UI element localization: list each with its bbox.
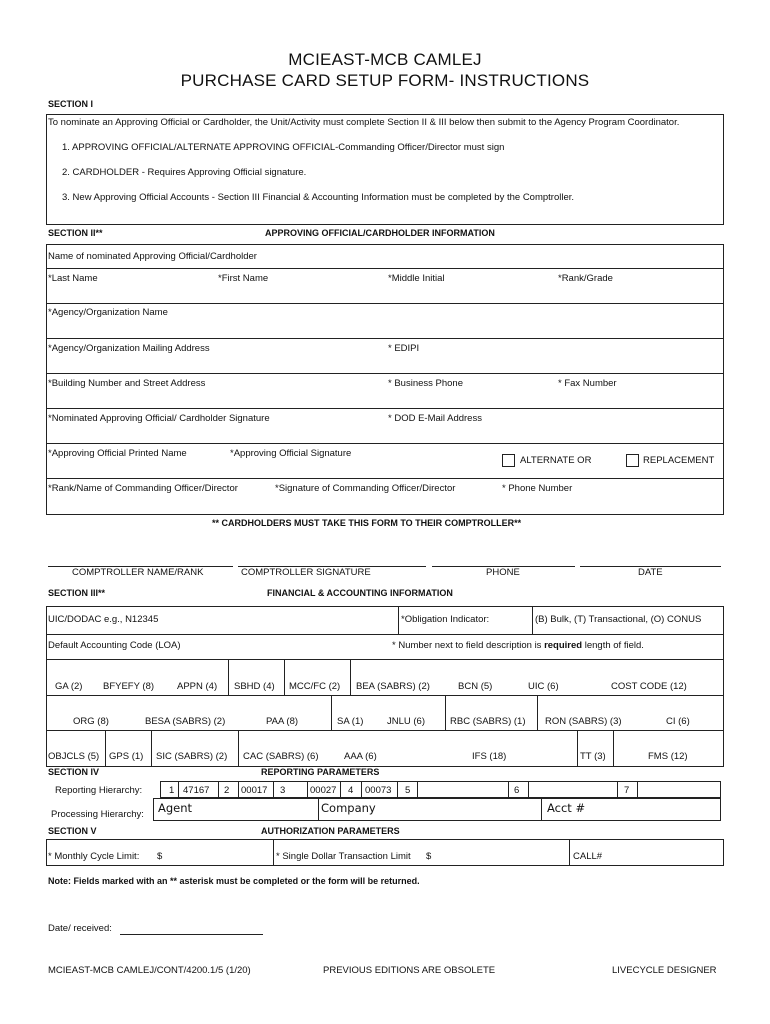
loa-uic: UIC (6) — [528, 681, 559, 692]
hierarchy-level-4: 4 — [348, 785, 354, 796]
loa-besa: BESA (SABRS) (2) — [145, 716, 226, 727]
loa-mccfc: MCC/FC (2) — [289, 681, 341, 692]
hierarchy-value-4[interactable]: 00073 — [365, 785, 392, 796]
processing-hierarchy-grid — [153, 798, 721, 821]
obligation-options: (B) Bulk, (T) Transactional, (O) CONUS — [535, 614, 702, 625]
form-title-line2: PURCHASE CARD SETUP FORM- INSTRUCTIONS — [180, 71, 590, 90]
dod-email-label: * DOD E-Mail Address — [388, 413, 482, 424]
loa-tt: TT (3) — [580, 751, 606, 762]
reporting-hierarchy-label: Reporting Hierarchy: — [55, 785, 143, 796]
ao-printed-name-label: *Approving Official Printed Name — [48, 448, 187, 459]
section2-label: SECTION II** — [48, 228, 103, 238]
loa-appn: APPN (4) — [177, 681, 218, 692]
loa-ci: CI (6) — [666, 716, 690, 727]
section3-label: SECTION III** — [48, 588, 106, 598]
hierarchy-value-2[interactable]: 00017 — [241, 785, 268, 796]
section5-heading: AUTHORIZATION PARAMETERS — [261, 826, 400, 836]
asterisk-note: Note: Fields marked with an ** asterisk must be completed or the form will be returned. — [48, 876, 420, 886]
footer-editions: PREVIOUS EDITIONS ARE OBSOLETE — [323, 965, 496, 976]
loa-paa: PAA (8) — [266, 716, 299, 727]
co-signature-label: *Signature of Commanding Officer/Director — [275, 483, 456, 494]
agency-name-label: *Agency/Organization Name — [48, 307, 168, 318]
form-title-line1: MCIEAST-MCB CAMLEJ — [288, 50, 482, 69]
loa-sic: SIC (SABRS) (2) — [156, 751, 228, 762]
section1-label: SECTION I — [48, 99, 94, 109]
loa-ga: GA (2) — [55, 681, 83, 692]
footer-form-number: MCIEAST-MCB CAMLEJ/CONT/4200.1/5 (1/20) — [48, 965, 251, 976]
call-label: CALL# — [573, 851, 603, 862]
section3-heading: FINANCIAL & ACCOUNTING INFORMATION — [267, 588, 453, 598]
section5-label: SECTION V — [48, 826, 97, 836]
hierarchy-value-1[interactable]: 47167 — [183, 785, 210, 796]
loa-ifs: IFS (18) — [472, 751, 507, 762]
replacement-checkbox[interactable] — [626, 454, 639, 467]
hierarchy-level-7: 7 — [624, 785, 630, 796]
alternate-checkbox[interactable] — [502, 454, 515, 467]
uic-dodac-label: UIC/DODAC e.g., N12345 — [48, 614, 159, 625]
footer-designer: LIVECYCLE DESIGNER — [612, 965, 717, 976]
loa-rbc: RBC (SABRS) (1) — [450, 716, 526, 727]
section1-intro: To nominate an Approving Official or Cardholder, the Unit/Activity must complete Section II & III below then submit to the Agency Program Coordinator. — [48, 117, 680, 128]
business-phone-label: * Business Phone — [388, 378, 463, 389]
cardholders-note: ** CARDHOLDERS MUST TAKE THIS FORM TO THEIR COMPTROLLER** — [212, 518, 522, 528]
obligation-indicator-label: *Obligation Indicator: — [401, 614, 490, 625]
nominated-name-label: Name of nominated Approving Official/Cardholder — [48, 251, 257, 262]
loa-cost-code: COST CODE (12) — [611, 681, 687, 692]
section1-item-3: 3. New Approving Official Accounts - Section III Financial & Accounting Information must be completed by the Comptroller. — [62, 192, 575, 203]
section1-item-2: 2. CARDHOLDER - Requires Approving Official signature. — [62, 167, 307, 178]
loa-gps: GPS (1) — [109, 751, 144, 762]
loa-cac: CAC (SABRS) (6) — [243, 751, 319, 762]
loa-bfyefy: BFYEFY (8) — [103, 681, 155, 692]
loa-bea: BEA (SABRS) (2) — [356, 681, 430, 692]
comptroller-name-rank-label: COMPTROLLER NAME/RANK — [72, 567, 204, 578]
section4-label: SECTION IV — [48, 767, 100, 777]
single-limit-label: * Single Dollar Transaction Limit — [276, 851, 411, 862]
hierarchy-level-1: 1 — [169, 785, 175, 796]
hierarchy-value-3[interactable]: 00027 — [310, 785, 337, 796]
loa-ron: RON (SABRS) (3) — [545, 716, 622, 727]
fax-label: * Fax Number — [558, 378, 617, 389]
alternate-or-label: ALTERNATE OR — [520, 455, 592, 466]
hierarchy-level-2: 2 — [224, 785, 230, 796]
loa-jnlu: JNLU (6) — [387, 716, 426, 727]
rank-grade-label: *Rank/Grade — [558, 273, 613, 284]
middle-initial-label: *Middle Initial — [388, 273, 445, 284]
rank-name-co-label: *Rank/Name of Commanding Officer/Director — [48, 483, 238, 494]
processing-agent[interactable]: Agent — [158, 801, 193, 815]
comptroller-signature-label: COMPTROLLER SIGNATURE — [241, 567, 371, 578]
loa-aaa: AAA (6) — [344, 751, 377, 762]
loa-objcls: OBJCLS (5) — [48, 751, 100, 762]
monthly-limit-label: * Monthly Cycle Limit: — [48, 851, 140, 862]
first-name-label: *First Name — [218, 273, 269, 284]
date-received-line[interactable] — [120, 934, 263, 935]
loa-sa: SA (1) — [337, 716, 364, 727]
hierarchy-level-3: 3 — [280, 785, 286, 796]
section4-heading: REPORTING PARAMETERS — [261, 767, 380, 777]
default-loa-label: Default Accounting Code (LOA) — [48, 640, 181, 651]
processing-acct[interactable]: Acct # — [547, 801, 586, 815]
hierarchy-level-6: 6 — [514, 785, 520, 796]
building-label: *Building Number and Street Address — [48, 378, 206, 389]
edipi-label: * EDIPI — [388, 343, 420, 354]
nominated-signature-label: *Nominated Approving Official/ Cardholder Signature — [48, 413, 270, 424]
single-currency: $ — [426, 851, 432, 862]
replacement-label: REPLACEMENT — [643, 455, 715, 466]
section2-heading: APPROVING OFFICIAL/CARDHOLDER INFORMATION — [265, 228, 495, 238]
loa-fms: FMS (12) — [648, 751, 688, 762]
loa-sbhd: SBHD (4) — [234, 681, 275, 692]
last-name-label: *Last Name — [48, 273, 98, 284]
required-note: * Number next to field description is required length of field. — [392, 640, 644, 651]
monthly-currency: $ — [157, 851, 163, 862]
hierarchy-level-5: 5 — [405, 785, 411, 796]
comptroller-date-label: DATE — [638, 567, 663, 578]
processing-hierarchy-label: Processing Hierarchy: — [51, 809, 144, 820]
processing-company[interactable]: Company — [321, 801, 376, 815]
agency-mailing-label: *Agency/Organization Mailing Address — [48, 343, 210, 354]
loa-org: ORG (8) — [73, 716, 109, 727]
date-received-label: Date/ received: — [48, 923, 112, 934]
ao-signature-label: *Approving Official Signature — [230, 448, 352, 459]
section1-item-1: 1. APPROVING OFFICIAL/ALTERNATE APPROVING OFFICIAL-Commanding Officer/Director must sign — [62, 142, 505, 153]
comptroller-phone-label: PHONE — [486, 567, 520, 578]
loa-bcn: BCN (5) — [458, 681, 493, 692]
phone-number-label: * Phone Number — [502, 483, 573, 494]
